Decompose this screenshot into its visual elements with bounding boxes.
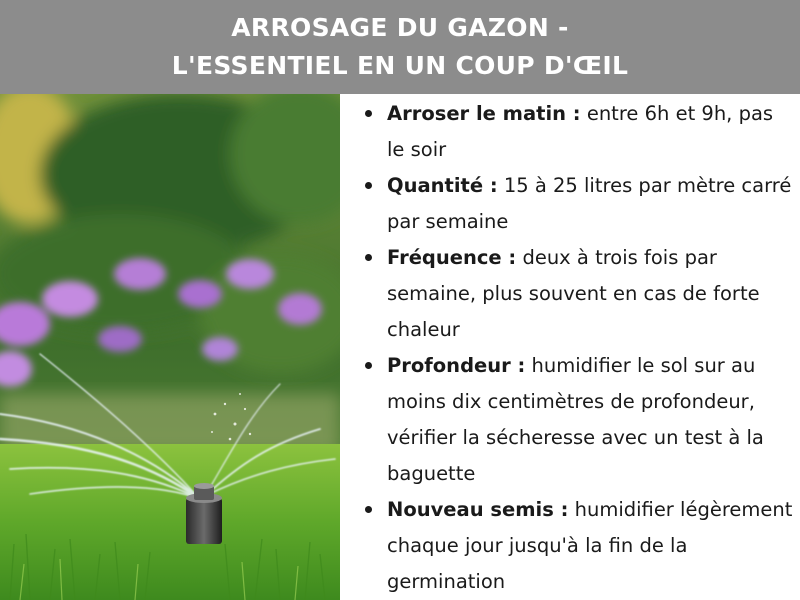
tip-term: Profondeur : xyxy=(387,354,526,377)
bullet-icon xyxy=(365,362,372,369)
list-item xyxy=(362,240,794,348)
bullet-icon xyxy=(365,110,372,117)
page-title-line-1: ARROSAGE DU GAZON - xyxy=(231,13,569,42)
tip-text: humidifier le sol sur au moins dix centimètres de profondeur, vérifier la sécheresse avec un test à la baguette xyxy=(387,354,764,485)
tip-text: entre 6h et 9h, pas le soir xyxy=(387,102,774,161)
tip-text: deux à trois fois par semaine, plus souvent en cas de forte chaleur xyxy=(387,246,760,341)
bullet-icon xyxy=(365,182,372,189)
tip-term: Fréquence : xyxy=(387,246,517,269)
tip-term: Quantité : xyxy=(387,174,498,197)
page-title-line-2: L'ESSENTIEL EN UN COUP D'ŒIL xyxy=(171,51,629,80)
tip-text: humidifier légèrement chaque jour jusqu'à la fin de la germination xyxy=(387,498,793,593)
list-item xyxy=(362,492,794,600)
tip-text: 15 à 25 litres par mètre carré par semaine xyxy=(387,174,792,233)
tip-term: Arroser le matin : xyxy=(387,102,581,125)
lawn-sprinkler-photo xyxy=(0,94,340,600)
bullet-icon xyxy=(365,254,372,261)
watering-tips-list xyxy=(362,96,794,600)
list-item xyxy=(362,348,794,492)
bullet-icon xyxy=(365,506,372,513)
title-banner xyxy=(0,0,800,94)
list-item xyxy=(362,96,794,168)
tip-term: Nouveau semis : xyxy=(387,498,569,521)
list-item xyxy=(362,168,794,240)
